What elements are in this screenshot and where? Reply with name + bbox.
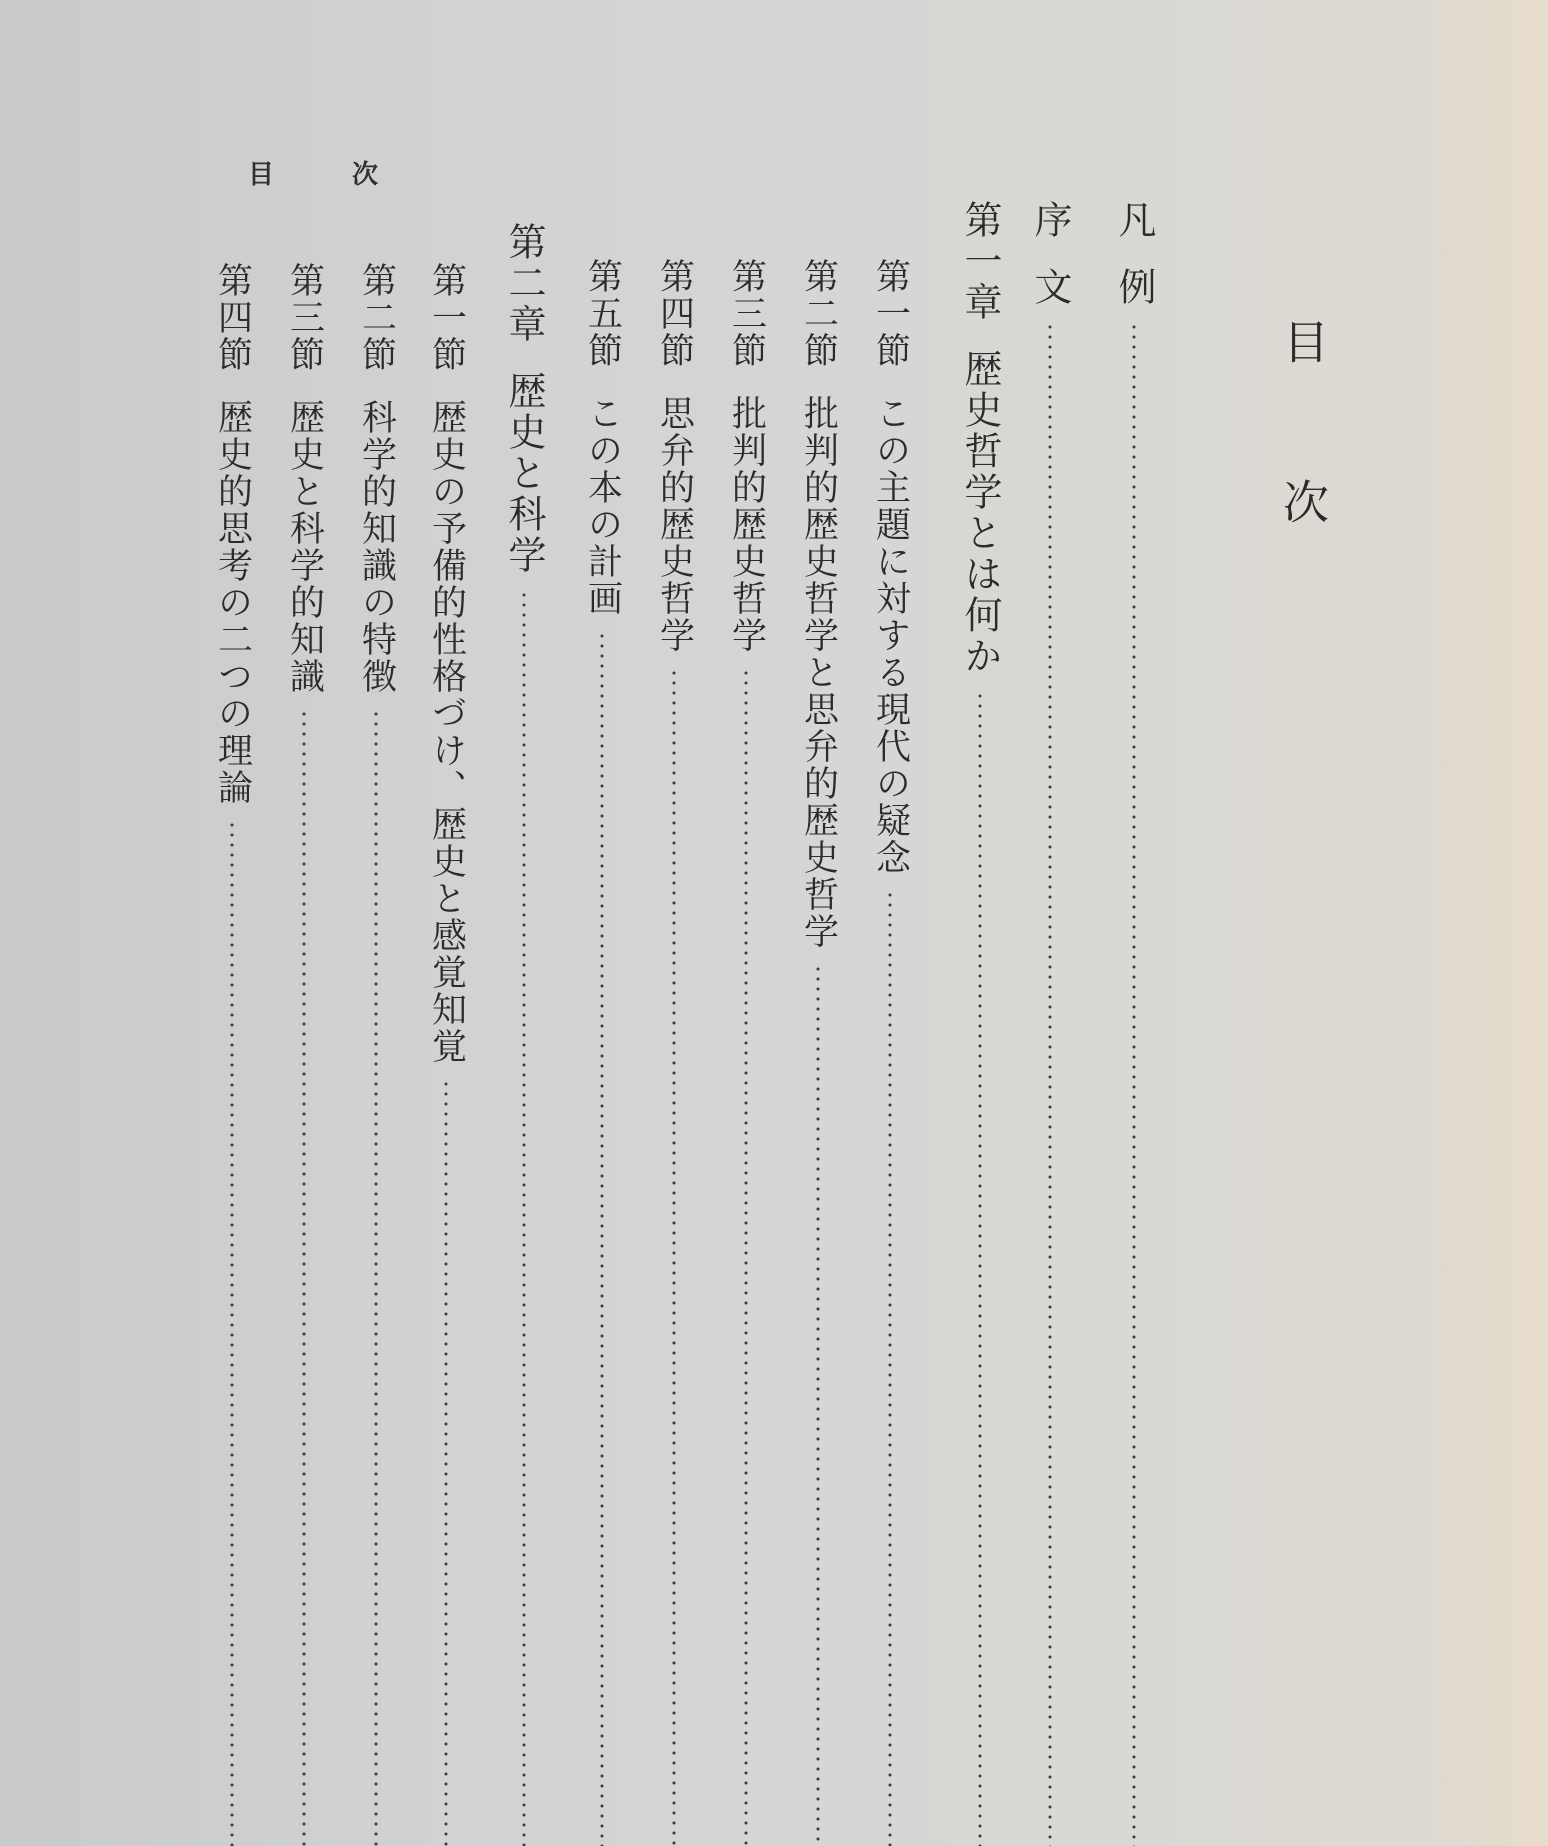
toc-entry-title: 思弁的歴史哲学 <box>654 395 695 654</box>
leader-dots <box>672 668 676 1846</box>
leader-dots <box>1048 322 1052 1846</box>
toc-section-1-5[interactable] <box>572 0 632 1846</box>
toc-entry-label: 第一節 <box>870 258 911 369</box>
toc-entry-title: 歴史と科学的知識 <box>284 399 325 695</box>
toc-entry-label: 第一章 <box>958 200 1002 323</box>
toc-section-1-4[interactable] <box>644 0 704 1846</box>
toc-entry-label: 第五節 <box>582 258 623 369</box>
toc-section-1-2[interactable] <box>788 0 848 1846</box>
toc-entry-label: 第三節 <box>284 262 325 373</box>
toc-entry-label: 第一節 <box>426 262 467 373</box>
leader-dots <box>444 1079 448 1846</box>
toc-section-2-2[interactable] <box>346 0 406 1846</box>
running-head-right: 次 <box>351 160 378 190</box>
toc-entry-label: 第二節 <box>798 258 839 369</box>
toc-entry-title: 科学的知識の特徴 <box>356 399 397 695</box>
toc-entry-label: 第二章 <box>502 222 546 345</box>
leader-dots <box>230 820 234 1846</box>
leader-dots <box>978 691 982 1846</box>
toc-section-1-3[interactable] <box>716 0 776 1846</box>
toc-entry-jobun[interactable] <box>1020 0 1080 1846</box>
toc-entry-label: 序 <box>1028 200 1072 241</box>
toc-entry-title: 例 <box>1112 267 1156 308</box>
toc-chapter-1[interactable] <box>950 0 1010 1846</box>
toc-entry-title: 歴史の予備的性格づけ、歴史と感覚知覚 <box>426 399 467 1065</box>
page-title: 目 次 <box>1276 318 1330 558</box>
leader-dots <box>302 709 306 1846</box>
toc-entry-title: 文 <box>1028 267 1072 308</box>
toc-section-2-1[interactable] <box>416 0 476 1846</box>
toc-section-2-3[interactable] <box>274 0 334 1846</box>
toc-entry-label: 凡 <box>1112 200 1156 241</box>
toc-entry-title: 歴史哲学とは何か <box>958 349 1002 677</box>
toc-section-1-1[interactable] <box>860 0 920 1846</box>
leader-dots <box>1132 322 1136 1846</box>
leader-dots <box>600 631 604 1846</box>
toc-entry-title: 批判的歴史哲学と思弁的歴史哲学 <box>798 395 839 950</box>
toc-entry-label: 第三節 <box>726 258 767 369</box>
toc-entry-hanrei[interactable] <box>1104 0 1164 1846</box>
toc-entry-title: 歴史と科学 <box>502 371 546 576</box>
leader-dots <box>522 590 526 1846</box>
leader-dots <box>374 709 378 1846</box>
toc-entry-label: 第四節 <box>654 258 695 369</box>
toc-entry-label: 第二節 <box>356 262 397 373</box>
running-head-left: 目 <box>248 160 275 190</box>
leader-dots <box>888 890 892 1846</box>
leader-dots <box>816 964 820 1846</box>
toc-entry-title: 歴史的思考の二つの理論 <box>212 399 253 806</box>
toc-entry-title: この本の計画 <box>582 395 623 617</box>
toc-entry-title: 批判的歴史哲学 <box>726 395 767 654</box>
toc-section-2-4[interactable] <box>202 0 262 1846</box>
toc-entry-label: 第四節 <box>212 262 253 373</box>
toc-entry-title: この主題に対する現代の疑念 <box>870 395 911 876</box>
leader-dots <box>744 668 748 1846</box>
toc-chapter-2[interactable] <box>494 0 554 1846</box>
